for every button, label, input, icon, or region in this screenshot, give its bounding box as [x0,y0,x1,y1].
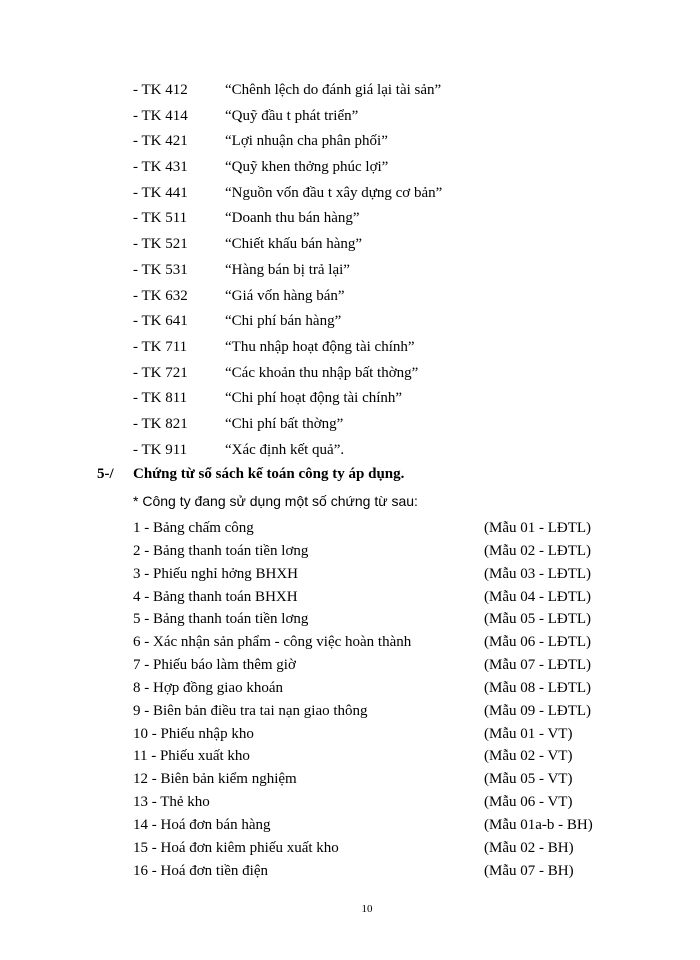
document-form: (Mẫu 06 - LĐTL) [484,634,592,651]
document-form: (Mẫu 01 - VT) [484,725,573,742]
account-description: “Quỹ đầu t phát triển” [225,107,359,124]
document-name: 6 - Xác nhận sản phẩm - công việc hoàn thành [133,634,412,651]
account-list [133,80,633,465]
document-row [133,655,613,678]
document-form: (Mẫu 03 - LĐTL) [484,565,592,582]
section-heading [97,466,404,483]
account-description: “Thu nhập hoạt động tài chính” [225,338,415,355]
account-code: - TK 431 [133,159,188,176]
account-row [133,440,633,466]
document-form: (Mẫu 05 - VT) [484,771,573,788]
account-row [133,234,633,260]
document-name: 12 - Biên bản kiểm nghiệm [133,771,297,788]
account-description: “Nguồn vốn đầu t xây dựng cơ bản” [225,184,443,201]
account-row [133,286,633,312]
section-number: 5-/ [97,466,114,482]
page-number: 10 [361,903,373,915]
account-description: “Chiết khấu bán hàng” [225,236,363,253]
section-title: Chứng từ sổ sách kế toán công ty áp dụng. [133,466,405,482]
account-row [133,363,633,389]
account-description: “Doanh thu bán hàng” [225,210,360,227]
account-code: - TK 412 [133,82,188,98]
account-row [133,157,633,183]
account-row [133,208,633,234]
account-description: “Hàng bán bị trả lại” [225,261,350,278]
account-row [133,260,633,286]
account-row [133,183,633,209]
account-description: “Giá vốn hàng bán” [225,287,345,304]
document-row [133,587,613,610]
account-code: - TK 711 [133,338,188,355]
account-row [133,106,633,132]
document-form: (Mẫu 02 - VT) [484,748,573,765]
document-name: 5 - Bảng thanh toán tiền lơng [133,611,309,628]
account-description: “Chi phí hoạt động tài chính” [225,390,403,407]
document-form: (Mẫu 07 - LĐTL) [484,657,592,674]
document-row [133,564,613,587]
document-name: 8 - Hợp đồng giao khoán [133,679,283,696]
document-row [133,701,613,724]
document-row [133,769,613,792]
document-row [133,609,613,632]
document-name: 7 - Phiếu báo làm thêm giờ [133,657,296,674]
document-form: (Mẫu 02 - LĐTL) [484,542,592,559]
document-name: 13 - Thẻ kho [133,794,210,811]
document-row [133,792,613,815]
document-row [133,815,613,838]
document-row [133,724,613,747]
document-form: (Mẫu 08 - LĐTL) [484,679,592,696]
document-row [133,678,613,701]
document-form: (Mẫu 09 - LĐTL) [484,702,592,719]
document-row [133,541,613,564]
account-code: - TK 821 [133,415,188,432]
document-row [133,861,613,884]
document-name: 9 - Biên bản điều tra tai nạn giao thông [133,702,368,719]
document-form: (Mẫu 06 - VT) [484,794,573,811]
account-code: - TK 911 [133,441,188,458]
account-code: - TK 632 [133,287,188,304]
account-code: - TK 531 [133,261,188,278]
document-row [133,632,613,655]
document-name: 10 - Phiếu nhập kho [133,725,254,742]
account-description: “Lợi nhuận cha phân phối” [225,133,388,150]
document-name: 15 - Hoá đơn kiêm phiếu xuất kho [133,839,339,856]
account-code: - TK 511 [133,210,188,227]
document-name: 4 - Bảng thanh toán BHXH [133,588,298,605]
document-name: 1 - Bảng chấm công [133,520,254,536]
account-row [133,131,633,157]
account-code: - TK 414 [133,107,188,124]
account-description: “Quỹ khen thởng phúc lợi” [225,159,389,176]
document-row [133,838,613,861]
account-description: “Xác định kết quả”. [225,441,345,458]
document-row [133,746,613,769]
account-code: - TK 441 [133,184,188,201]
account-row [133,80,633,106]
account-description: “Các khoản thu nhập bất thờng” [225,364,419,381]
document-list [133,518,613,884]
document-name: 3 - Phiếu nghỉ hởng BHXH [133,565,299,582]
account-code: - TK 521 [133,236,188,253]
document-row [133,518,613,541]
document-form: (Mẫu 01a-b - BH) [484,816,593,833]
document-name: 16 - Hoá đơn tiền điện [133,862,268,879]
document-form: (Mẫu 04 - LĐTL) [484,588,592,605]
account-code: - TK 641 [133,313,188,330]
document-form: (Mẫu 07 - BH) [484,862,574,879]
account-description: “Chi phí bán hàng” [225,313,342,330]
account-row [133,414,633,440]
document-name: 14 - Hoá đơn bán hàng [133,816,271,833]
account-code: - TK 421 [133,133,188,150]
account-description: “Chi phí bất thờng” [225,415,344,432]
account-code: - TK 721 [133,364,188,381]
account-row [133,311,633,337]
account-row [133,388,633,414]
account-description: “Chênh lệch do đánh giá lại tài sản” [225,82,442,98]
document-name: 11 - Phiếu xuất kho [133,748,250,765]
document-form: (Mẫu 05 - LĐTL) [484,611,592,628]
account-row [133,337,633,363]
document-name: 2 - Bảng thanh toán tiền lơng [133,542,309,559]
account-code: - TK 811 [133,390,188,407]
intro-text: * Công ty đang sử dụng một số chứng từ sau: [133,493,418,509]
document-form: (Mẫu 01 - LĐTL) [484,520,592,536]
document-form: (Mẫu 02 - BH) [484,839,574,856]
